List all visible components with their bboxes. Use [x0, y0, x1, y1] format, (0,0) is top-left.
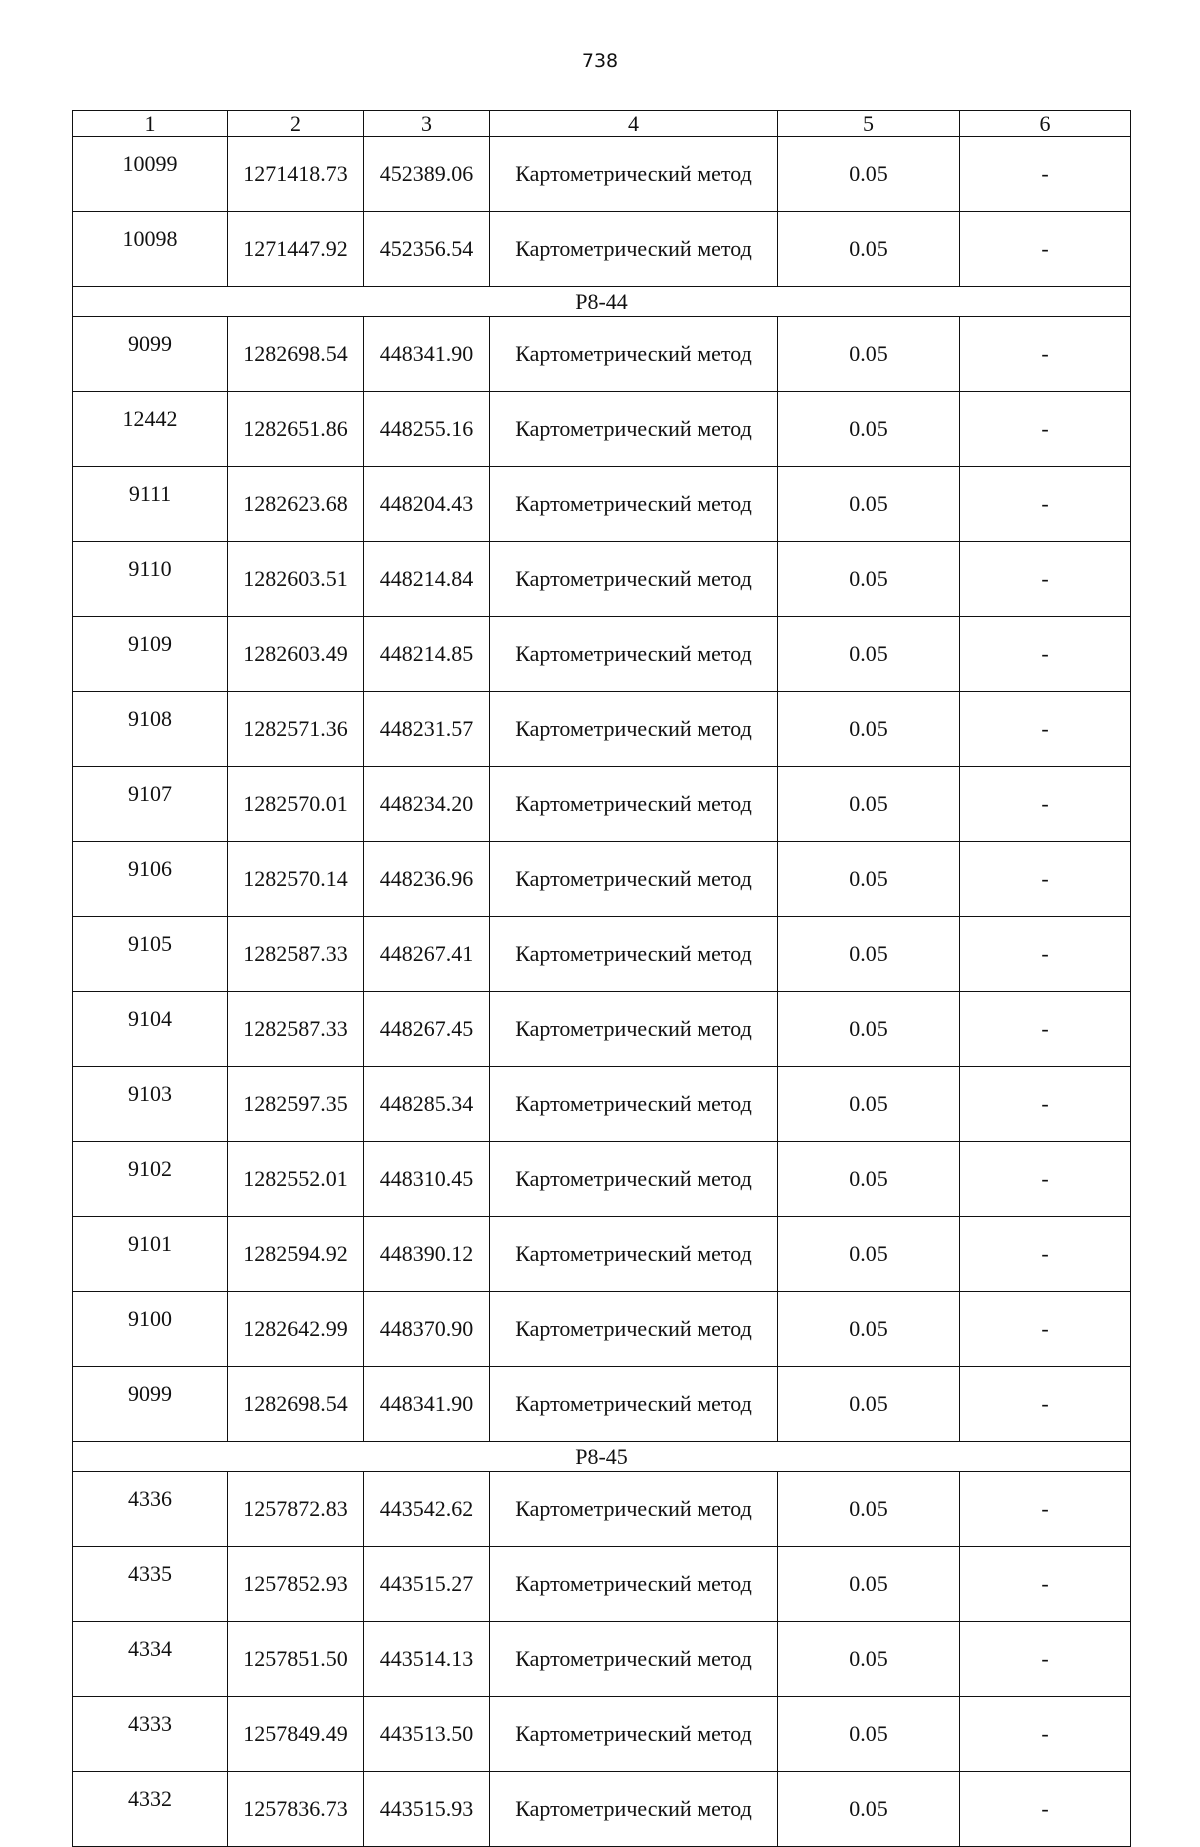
- table-row: [73, 1367, 1131, 1442]
- coord-x-cell: 1282603.49: [228, 617, 364, 692]
- accuracy-cell: 0.05: [778, 692, 960, 767]
- note-cell: -: [960, 1547, 1131, 1622]
- coord-x-cell: 1271447.92: [228, 212, 364, 287]
- table-row: [73, 1772, 1131, 1847]
- table-row: [73, 212, 1131, 287]
- coord-x-cell: 1282594.92: [228, 1217, 364, 1292]
- note-cell: -: [960, 137, 1131, 212]
- method-cell: Картометрический метод: [490, 1547, 778, 1622]
- note-cell: -: [960, 212, 1131, 287]
- method-cell: Картометрический метод: [490, 842, 778, 917]
- note-cell: -: [960, 1292, 1131, 1367]
- accuracy-cell: 0.05: [778, 842, 960, 917]
- method-cell: Картометрический метод: [490, 1697, 778, 1772]
- column-header-1: 1: [73, 111, 228, 137]
- note-cell: -: [960, 617, 1131, 692]
- note-cell: -: [960, 1697, 1131, 1772]
- accuracy-cell: 0.05: [778, 1217, 960, 1292]
- accuracy-cell: 0.05: [778, 1697, 960, 1772]
- table-row: [73, 917, 1131, 992]
- note-cell: -: [960, 317, 1131, 392]
- accuracy-cell: 0.05: [778, 467, 960, 542]
- coord-y-cell: 443515.93: [364, 1772, 490, 1847]
- table-row: [73, 1217, 1131, 1292]
- accuracy-cell: 0.05: [778, 992, 960, 1067]
- coord-x-cell: 1282698.54: [228, 317, 364, 392]
- coord-x-cell: 1282642.99: [228, 1292, 364, 1367]
- note-cell: -: [960, 767, 1131, 842]
- accuracy-cell: 0.05: [778, 317, 960, 392]
- coord-y-cell: 448214.85: [364, 617, 490, 692]
- accuracy-cell: 0.05: [778, 617, 960, 692]
- coord-y-cell: 448341.90: [364, 317, 490, 392]
- accuracy-cell: 0.05: [778, 1142, 960, 1217]
- coord-x-cell: 1257849.49: [228, 1697, 364, 1772]
- coord-y-cell: 448267.45: [364, 992, 490, 1067]
- point-number-cell: 9104: [73, 992, 228, 1067]
- point-number-cell: 9099: [73, 1367, 228, 1442]
- note-cell: -: [960, 917, 1131, 992]
- coord-x-cell: 1282603.51: [228, 542, 364, 617]
- point-number-cell: 9103: [73, 1067, 228, 1142]
- point-number-cell: 9111: [73, 467, 228, 542]
- method-cell: Картометрический метод: [490, 1217, 778, 1292]
- method-cell: Картометрический метод: [490, 617, 778, 692]
- point-number-cell: 4336: [73, 1472, 228, 1547]
- table-row: [73, 1622, 1131, 1697]
- coord-x-cell: 1271418.73: [228, 137, 364, 212]
- coord-y-cell: 448236.96: [364, 842, 490, 917]
- table-row: [73, 617, 1131, 692]
- coord-x-cell: 1257836.73: [228, 1772, 364, 1847]
- table-row: [73, 842, 1131, 917]
- note-cell: -: [960, 1067, 1131, 1142]
- note-cell: -: [960, 1772, 1131, 1847]
- column-header-3: 3: [364, 111, 490, 137]
- method-cell: Картометрический метод: [490, 917, 778, 992]
- method-cell: Картометрический метод: [490, 137, 778, 212]
- coord-y-cell: 448285.34: [364, 1067, 490, 1142]
- point-number-cell: 10099: [73, 137, 228, 212]
- accuracy-cell: 0.05: [778, 1547, 960, 1622]
- coord-x-cell: 1282597.35: [228, 1067, 364, 1142]
- table-row: [73, 692, 1131, 767]
- accuracy-cell: 0.05: [778, 1472, 960, 1547]
- coord-x-cell: 1282587.33: [228, 992, 364, 1067]
- table-row: [73, 1142, 1131, 1217]
- table-row: [73, 137, 1131, 212]
- coord-y-cell: 452356.54: [364, 212, 490, 287]
- note-cell: -: [960, 1367, 1131, 1442]
- accuracy-cell: 0.05: [778, 542, 960, 617]
- section-title: Р8-45: [73, 1442, 1131, 1472]
- coord-y-cell: 448231.57: [364, 692, 490, 767]
- method-cell: Картометрический метод: [490, 1142, 778, 1217]
- note-cell: -: [960, 542, 1131, 617]
- note-cell: -: [960, 992, 1131, 1067]
- coord-x-cell: 1257872.83: [228, 1472, 364, 1547]
- accuracy-cell: 0.05: [778, 767, 960, 842]
- table-row: [73, 1547, 1131, 1622]
- table-row: [73, 1292, 1131, 1367]
- table-row: [73, 767, 1131, 842]
- table-row: [73, 317, 1131, 392]
- point-number-cell: 4332: [73, 1772, 228, 1847]
- point-number-cell: 9110: [73, 542, 228, 617]
- coord-y-cell: 443514.13: [364, 1622, 490, 1697]
- coord-y-cell: 443542.62: [364, 1472, 490, 1547]
- point-number-cell: 9108: [73, 692, 228, 767]
- accuracy-cell: 0.05: [778, 1067, 960, 1142]
- accuracy-cell: 0.05: [778, 1622, 960, 1697]
- column-header-5: 5: [778, 111, 960, 137]
- note-cell: -: [960, 692, 1131, 767]
- coord-x-cell: 1282571.36: [228, 692, 364, 767]
- coord-y-cell: 448234.20: [364, 767, 490, 842]
- point-number-cell: 9100: [73, 1292, 228, 1367]
- note-cell: -: [960, 842, 1131, 917]
- point-number-cell: 9101: [73, 1217, 228, 1292]
- table-row: [73, 542, 1131, 617]
- accuracy-cell: 0.05: [778, 1367, 960, 1442]
- column-header-6: 6: [960, 111, 1131, 137]
- method-cell: Картометрический метод: [490, 767, 778, 842]
- coord-x-cell: 1282587.33: [228, 917, 364, 992]
- table-header-row: [73, 111, 1131, 137]
- coord-y-cell: 448370.90: [364, 1292, 490, 1367]
- coord-y-cell: 448204.43: [364, 467, 490, 542]
- method-cell: Картометрический метод: [490, 542, 778, 617]
- table-row: [73, 1067, 1131, 1142]
- coord-y-cell: 448214.84: [364, 542, 490, 617]
- method-cell: Картометрический метод: [490, 692, 778, 767]
- coord-y-cell: 443515.27: [364, 1547, 490, 1622]
- method-cell: Картометрический метод: [490, 1067, 778, 1142]
- coordinates-table: [72, 110, 1131, 1847]
- coord-y-cell: 443513.50: [364, 1697, 490, 1772]
- method-cell: Картометрический метод: [490, 1772, 778, 1847]
- point-number-cell: 10098: [73, 212, 228, 287]
- coord-x-cell: 1257852.93: [228, 1547, 364, 1622]
- point-number-cell: 9102: [73, 1142, 228, 1217]
- section-header-row: [73, 287, 1131, 317]
- method-cell: Картометрический метод: [490, 212, 778, 287]
- point-number-cell: 12442: [73, 392, 228, 467]
- accuracy-cell: 0.05: [778, 137, 960, 212]
- column-header-2: 2: [228, 111, 364, 137]
- method-cell: Картометрический метод: [490, 317, 778, 392]
- point-number-cell: 9099: [73, 317, 228, 392]
- point-number-cell: 9105: [73, 917, 228, 992]
- coord-y-cell: 448255.16: [364, 392, 490, 467]
- note-cell: -: [960, 1622, 1131, 1697]
- note-cell: -: [960, 1472, 1131, 1547]
- coord-x-cell: 1282623.68: [228, 467, 364, 542]
- accuracy-cell: 0.05: [778, 212, 960, 287]
- coord-x-cell: 1282570.01: [228, 767, 364, 842]
- method-cell: Картометрический метод: [490, 392, 778, 467]
- coord-y-cell: 448310.45: [364, 1142, 490, 1217]
- accuracy-cell: 0.05: [778, 392, 960, 467]
- page-number: 738: [581, 50, 619, 72]
- accuracy-cell: 0.05: [778, 1292, 960, 1367]
- table-row: [73, 1472, 1131, 1547]
- method-cell: Картометрический метод: [490, 1367, 778, 1442]
- note-cell: -: [960, 1217, 1131, 1292]
- point-number-cell: 9107: [73, 767, 228, 842]
- coord-y-cell: 452389.06: [364, 137, 490, 212]
- note-cell: -: [960, 467, 1131, 542]
- column-header-4: 4: [490, 111, 778, 137]
- coord-y-cell: 448341.90: [364, 1367, 490, 1442]
- point-number-cell: 9106: [73, 842, 228, 917]
- note-cell: -: [960, 1142, 1131, 1217]
- accuracy-cell: 0.05: [778, 917, 960, 992]
- table-row: [73, 1697, 1131, 1772]
- accuracy-cell: 0.05: [778, 1772, 960, 1847]
- point-number-cell: 4334: [73, 1622, 228, 1697]
- method-cell: Картометрический метод: [490, 467, 778, 542]
- method-cell: Картометрический метод: [490, 1292, 778, 1367]
- coord-x-cell: 1282698.54: [228, 1367, 364, 1442]
- point-number-cell: 4333: [73, 1697, 228, 1772]
- coord-x-cell: 1282651.86: [228, 392, 364, 467]
- section-header-row: [73, 1442, 1131, 1472]
- coord-x-cell: 1282552.01: [228, 1142, 364, 1217]
- coord-x-cell: 1282570.14: [228, 842, 364, 917]
- point-number-cell: 4335: [73, 1547, 228, 1622]
- note-cell: -: [960, 392, 1131, 467]
- coord-y-cell: 448267.41: [364, 917, 490, 992]
- point-number-cell: 9109: [73, 617, 228, 692]
- table-body: [73, 137, 1131, 1847]
- table-row: [73, 992, 1131, 1067]
- table-row: [73, 467, 1131, 542]
- coord-y-cell: 448390.12: [364, 1217, 490, 1292]
- section-title: Р8-44: [73, 287, 1131, 317]
- coord-x-cell: 1257851.50: [228, 1622, 364, 1697]
- table-row: [73, 392, 1131, 467]
- method-cell: Картометрический метод: [490, 992, 778, 1067]
- method-cell: Картометрический метод: [490, 1472, 778, 1547]
- method-cell: Картометрический метод: [490, 1622, 778, 1697]
